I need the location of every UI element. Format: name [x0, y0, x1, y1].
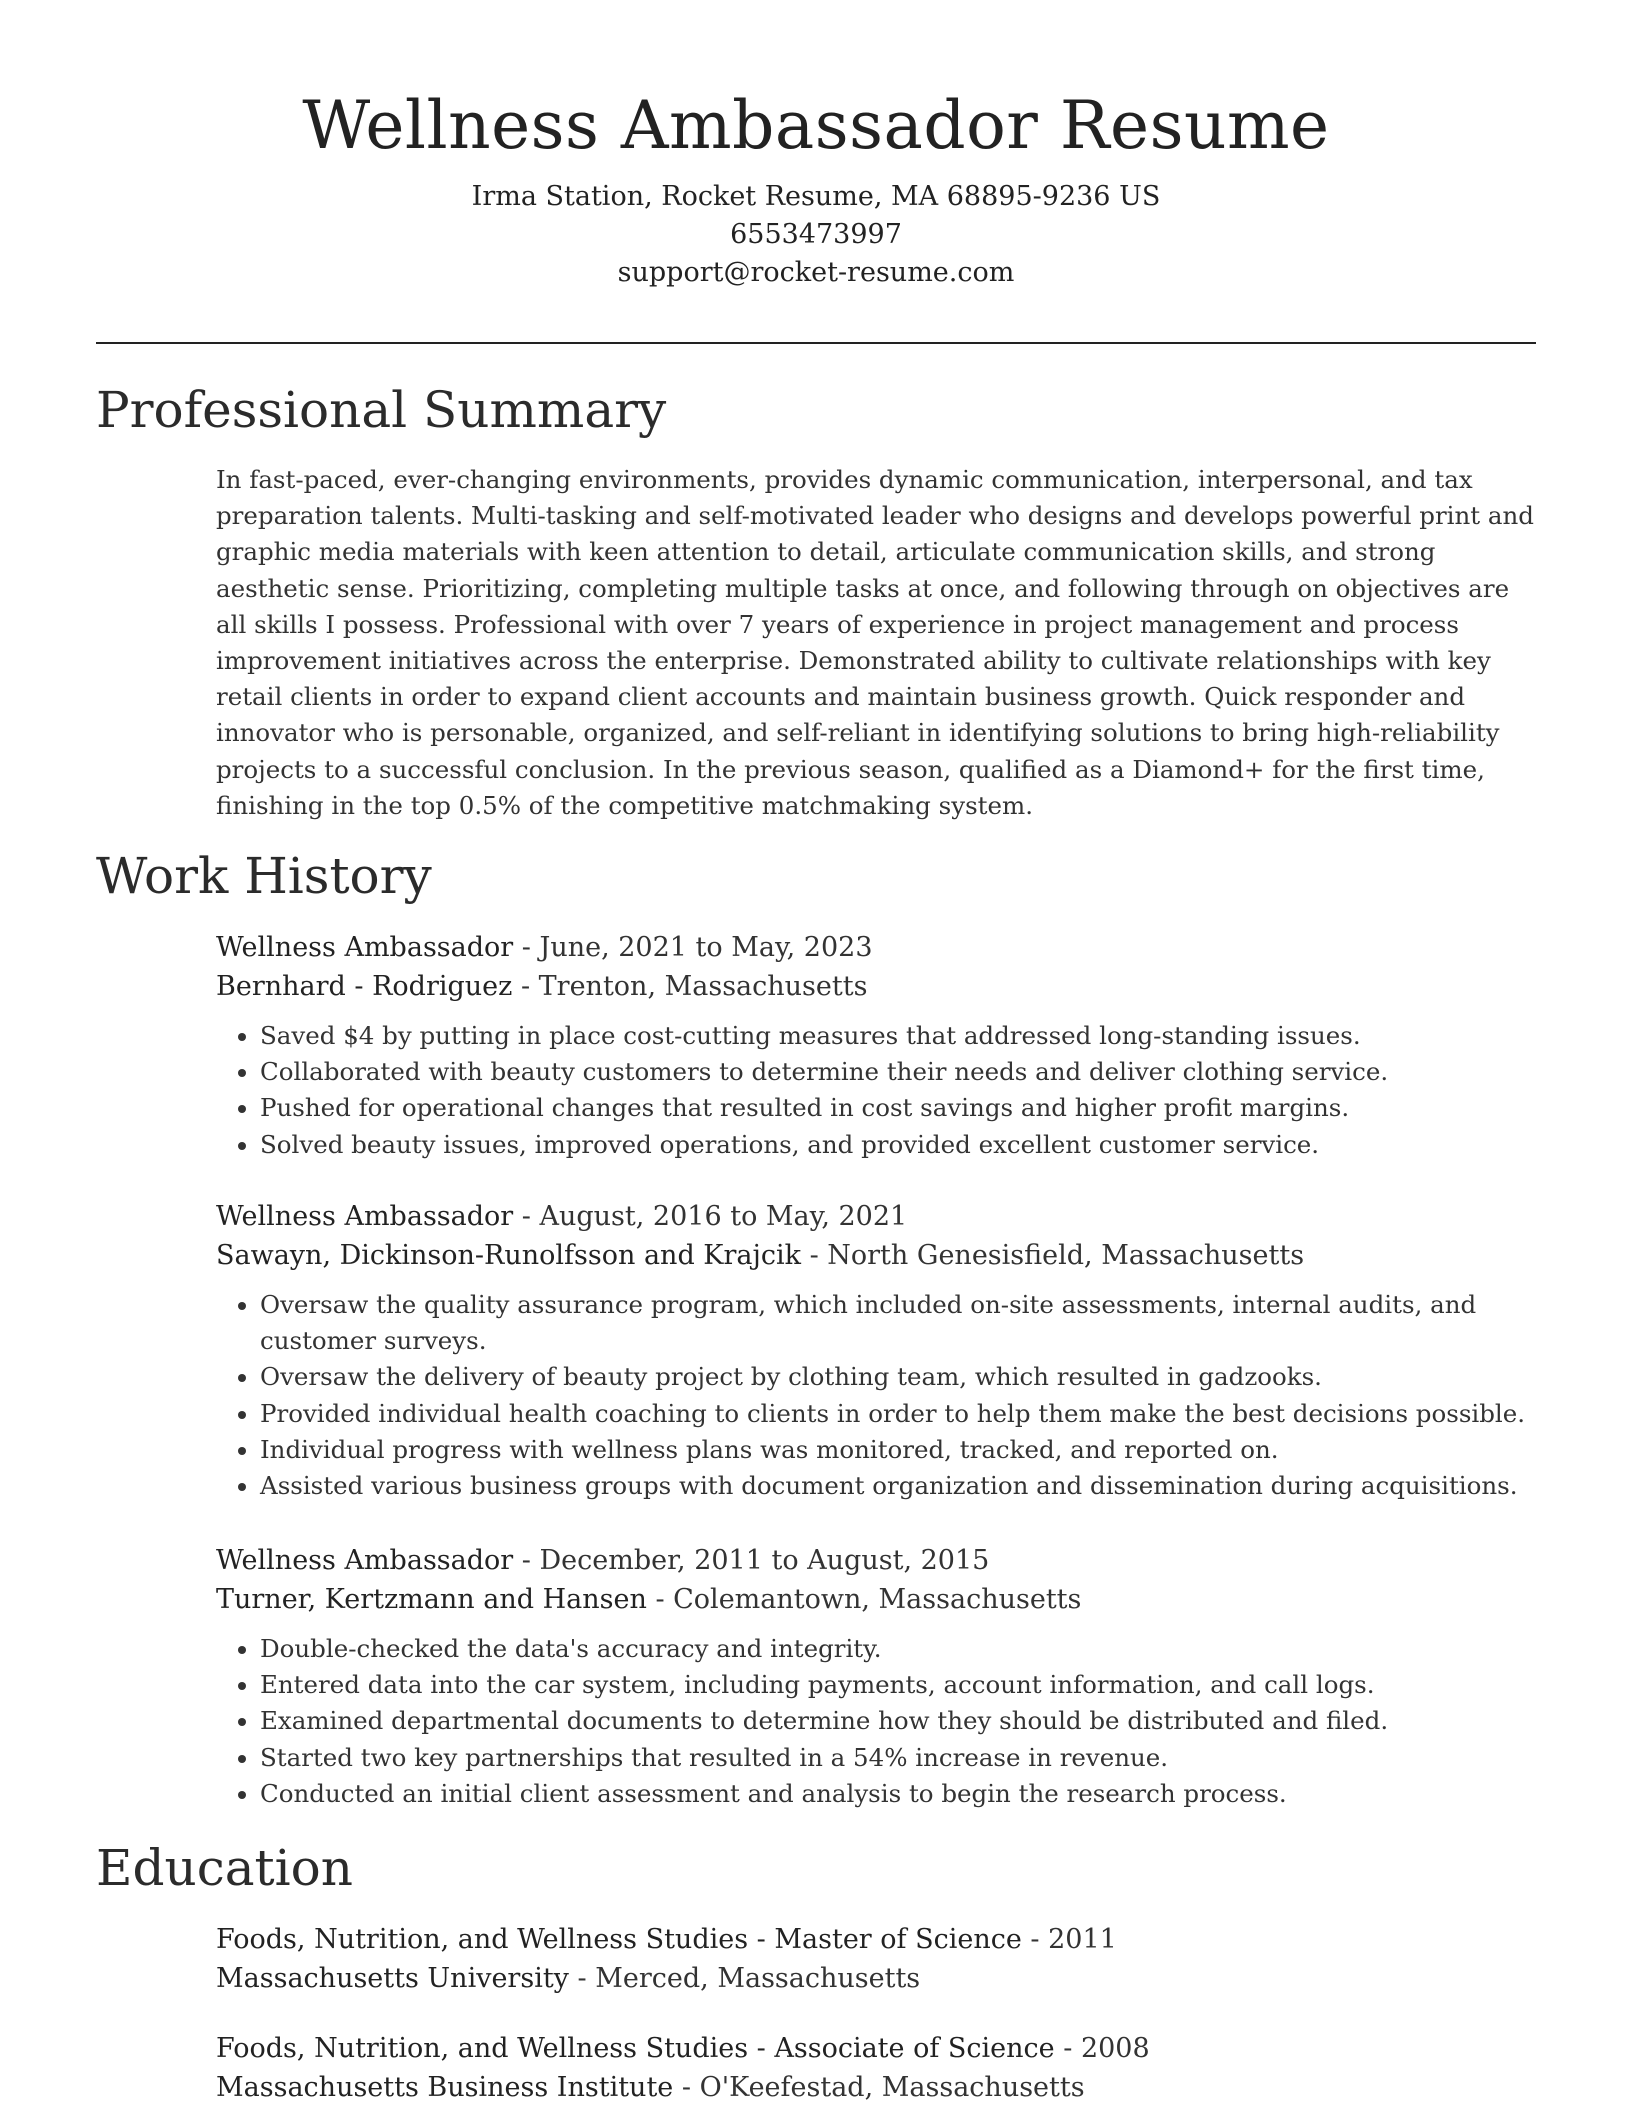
job-company: Sawayn, Dickinson-Runolfsson and Krajcik — [216, 1240, 801, 1271]
education-entry — [216, 2029, 1536, 2107]
job-company: Turner, Kertzmann and Hansen — [216, 1584, 647, 1615]
job-duty: • Pushed for operational changes that resulted in cost savings and higher profit margins. — [260, 1090, 1536, 1126]
job-dates: - June, 2021 to May, 2023 — [513, 932, 873, 963]
section-heading-work-history: Work History — [96, 847, 432, 905]
education-degree-line — [216, 2029, 1536, 2068]
job-location: - Trenton, Massachusetts — [512, 971, 868, 1002]
job-duty: • Assisted various business groups with document organization and dissemination during acquisitions. — [260, 1468, 1536, 1504]
job-dates: - December, 2011 to August, 2015 — [513, 1545, 990, 1576]
education-degree: - Master of Science — [748, 1924, 1022, 1955]
contact-block — [96, 178, 1536, 292]
resume-header — [96, 84, 1536, 292]
education-year: - 2008 — [1054, 2033, 1150, 2064]
job-title-line — [216, 1541, 1536, 1580]
job-company-line — [216, 1236, 1536, 1275]
job-duty: • Conducted an initial client assessment and analysis to begin the research process. — [260, 1776, 1536, 1812]
education-school-line — [216, 1959, 1536, 1998]
education-school-line — [216, 2068, 1536, 2107]
education-field: Foods, Nutrition, and Wellness Studies — [216, 1924, 749, 1955]
education-year: - 2011 — [1021, 1924, 1117, 1955]
job-duty: • Individual progress with wellness plans was monitored, tracked, and reported on. — [260, 1432, 1536, 1468]
job-entry — [216, 1541, 1536, 1812]
job-duty: • Oversaw the delivery of beauty project by clothing team, which resulted in gadzooks. — [260, 1359, 1536, 1395]
section-heading-summary: Professional Summary — [96, 381, 667, 439]
job-duty: • Examined departmental documents to determine how they should be distributed and filed. — [260, 1703, 1536, 1739]
education-entry — [216, 1920, 1536, 1998]
job-duties-list — [216, 1018, 1536, 1163]
address: Irma Station, Rocket Resume, MA 68895-9236 US — [471, 181, 1161, 212]
job-duty: • Collaborated with beauty customers to determine their needs and deliver clothing service. — [260, 1054, 1536, 1090]
job-company-line — [216, 1580, 1536, 1619]
job-location: - Colemantown, Massachusetts — [646, 1584, 1082, 1615]
section-heading-education: Education — [96, 1839, 353, 1897]
education-location: - Merced, Massachusetts — [568, 1963, 921, 1994]
job-dates: - August, 2016 to May, 2021 — [513, 1201, 908, 1232]
education-location: - O'Keefestad, Massachusetts — [673, 2072, 1085, 2103]
education-degree-line — [216, 1920, 1536, 1959]
job-duty: • Solved beauty issues, improved operations, and provided excellent customer service. — [260, 1127, 1536, 1163]
education-field: Foods, Nutrition, and Wellness Studies — [216, 2033, 749, 2064]
job-duty: • Entered data into the car system, including payments, account information, and call logs. — [260, 1667, 1536, 1703]
education-school: Massachusetts Business Institute — [216, 2072, 674, 2103]
phone: 6553473997 — [730, 219, 902, 250]
job-duty: • Saved $4 by putting in place cost-cutting measures that addressed long-standing issues. — [260, 1018, 1536, 1054]
job-duty: • Double-checked the data's accuracy and integrity. — [260, 1631, 1536, 1667]
job-title-line — [216, 1197, 1536, 1236]
job-duty: • Provided individual health coaching to clients in order to help them make the best decisions possible. — [260, 1396, 1536, 1432]
education-degree: - Associate of Science — [748, 2033, 1055, 2064]
job-company-line — [216, 967, 1536, 1006]
job-duty: • Oversaw the quality assurance program, which included on-site assessments, internal audits, and customer surveys. — [260, 1287, 1536, 1359]
page-title: Wellness Ambassador Resume — [302, 87, 1330, 164]
job-duties-list — [216, 1287, 1536, 1504]
header-divider — [96, 342, 1536, 344]
job-title-line — [216, 928, 1536, 967]
job-duty: • Started two key partnerships that resulted in a 54% increase in revenue. — [260, 1740, 1536, 1776]
summary-text: In fast-paced, ever-changing environments, provides dynamic communication, interpersonal, and tax preparation talents. Multi-tasking and self-motivated leader who designs and develops powerful print and graphic media materials with keen attention to detail, articulate communication skills, and strong aesthetic sense. Prioritizing, completing multiple tasks at once, and following through on objectives are all skills I possess. Professional with over 7 years of experience in project management and process improvement initiatives across the enterprise. Demonstrated ability to cultivate relationships with key retail clients in order to expand client accounts and maintain business growth. Quick responder and innovator who is personable, organized, and self-reliant in identifying solutions to bring high-reliability projects to a successful conclusion. In the previous season, qualified as a Diamond+ for the first time, finishing in the top 0.5% of the competitive matchmaking system. — [216, 465, 1534, 820]
job-company: Bernhard - Rodriguez — [216, 971, 513, 1002]
job-title: Wellness Ambassador — [216, 932, 514, 963]
job-entry — [216, 928, 1536, 1163]
job-entry — [216, 1197, 1536, 1504]
education-school: Massachusetts University — [216, 1963, 569, 1994]
email: support@rocket-resume.com — [617, 257, 1015, 288]
job-title: Wellness Ambassador — [216, 1201, 514, 1232]
job-duties-list — [216, 1631, 1536, 1812]
job-location: - North Genesisfield, Massachusetts — [800, 1240, 1305, 1271]
job-title: Wellness Ambassador — [216, 1545, 514, 1576]
